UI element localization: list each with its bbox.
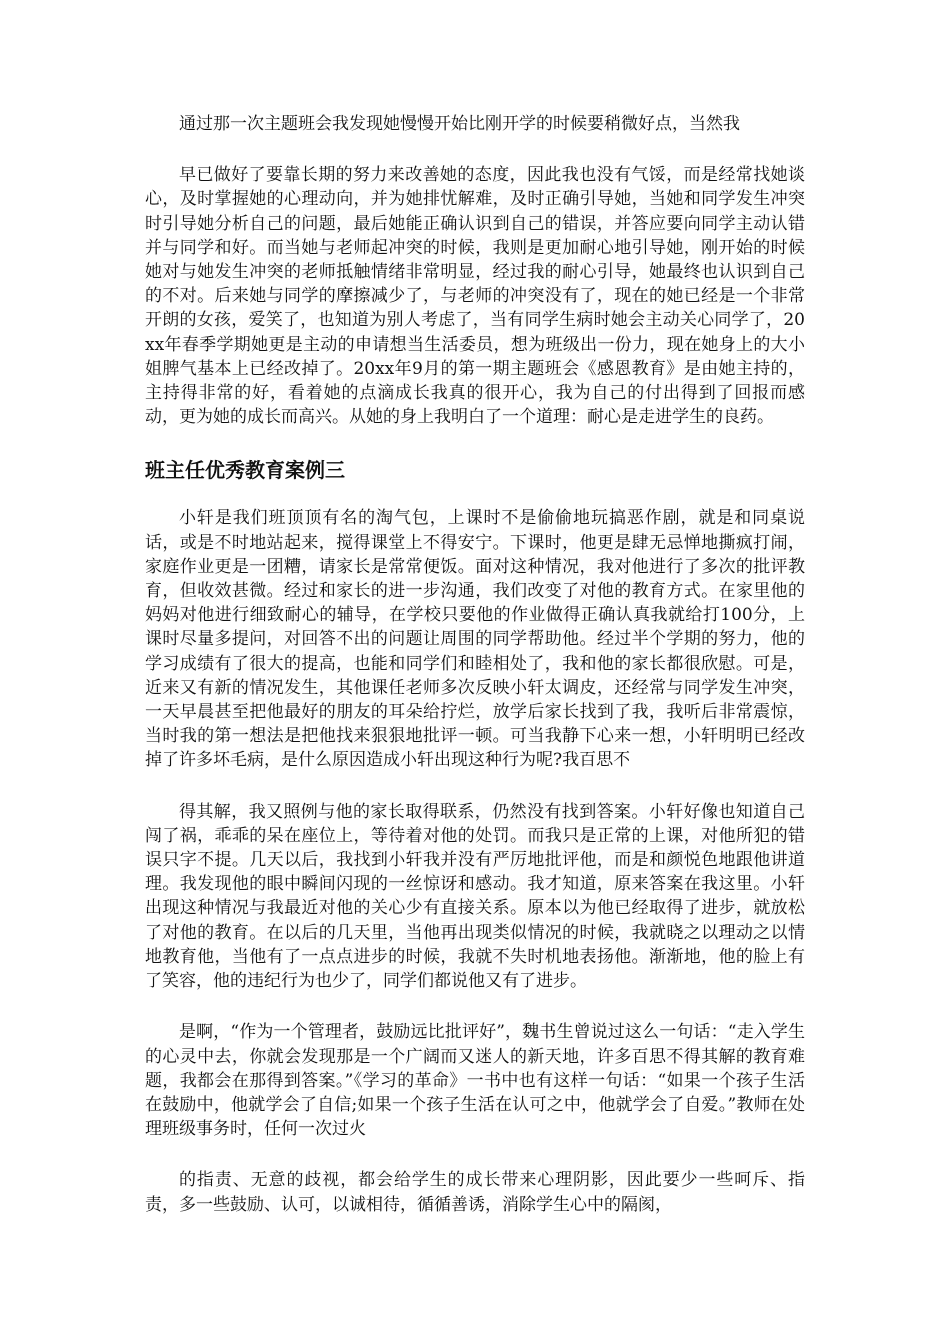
paragraph-4: 得其解，我又照例与他的家长取得联系，仍然没有找到答案。小轩好像也知道自己闯了祸，乖乖的呆在座位上，等待着对他的处罚。而我只是正常的上课，对他所犯的错误只字不提。几天以后，我找到小轩我并没有严厉地批评他，而是和颜悦色地跟他讲道理。我发现他的眼中瞬间闪现的一丝惊讶和感动。我才知道，原来答案在我这里。小轩出现这种情况与我最近对他的关心少有直接关系。原本以为他已经取得了进步，就放松了对他的教育。在以后的几天里，当他再出现类似情况的时候，我就晓之以理动之以情地教育他，当他有了一点点进步的时候，我就不失时机地表扬他。渐渐地，他的脸上有了笑容，他的违纪行为也少了，同学们都说他又有了进步。: [145, 801, 805, 992]
paragraph-5: 是啊，“作为一个管理者，鼓励远比批评好”，魏书生曾说过这么一句话：“走入学生的心灵中去，你就会发现那是一个广阔而又迷人的新天地，许多百思不得其解的教育难题，我都会在那得到答案。”《学习的革命》一书中也有这样一句话：“如果一个孩子生活在鼓励中，他就学会了自信;如果一个孩子生活在认可之中，他就学会了自爱。”教师在处理班级事务时，任何一次过火: [145, 1022, 805, 1140]
paragraph-1: 通过那一次主题班会我发现她慢慢开始比刚开学的时候要稍微好点，当然我: [179, 114, 740, 134]
section-heading: 班主任优秀教育案例三: [145, 458, 345, 483]
paragraph-6: 的指责、无意的歧视，都会给学生的成长带来心理阴影，因此要少一些呵斥、指责，多一些鼓励、认可，以诚相待，循循善诱，消除学生心中的隔阂，: [145, 1170, 805, 1215]
paragraph-3: 小轩是我们班顶顶有名的淘气包，上课时不是偷偷地玩搞恶作剧，就是和同桌说话，或是不时地站起来，搅得课堂上不得安宁。下课时，他更是肆无忌惮地撕疯打闹，家庭作业更是一团糟，请家长是常常便饭。面对这种情况，我对他进行了多次的批评教育，但收效甚微。经过和家长的进一步沟通，我们改变了对他的教育方式。在家里他的妈妈对他进行细致耐心的辅导，在学校只要他的作业做得正确认真我就给打100分，上课时尽量多提问，对回答不出的问题让周围的同学帮助他。经过半个学期的努力，他的学习成绩有了很大的提高，也能和同学们和睦相处了，我和他的家长都很欣慰。可是，近来又有新的情况发生，其他课任老师多次反映小轩太调皮，还经常与同学发生冲突，一天早晨甚至把他最好的朋友的耳朵给拧烂，放学后家长找到了我，我听后非常震惊，当时我的第一想法是把他找来狠狠地批评一顿。可当我静下心来一想，小轩明明已经改掉了许多坏毛病，是什么原因造成小轩出现这种行为呢?我百思不: [145, 508, 805, 771]
document-page: [145, 112, 805, 1244]
paragraph-2: 早已做好了要靠长期的努力来改善她的态度，因此我也没有气馁，而是经常找她谈心，及时掌握她的心理动向，并为她排忧解难，及时正确引导她，当她和同学发生冲突时引导她分析自己的问题，最后她能正确认识到自己的错误，并答应要向同学主动认错并与同学和好。而当她与老师起冲突的时候，我则是更加耐心地引导她，刚开始的时候她对与她发生冲突的老师抵触情绪非常明显，经过我的耐心引导，她最终也认识到自己的不对。后来她与同学的摩擦减少了，与老师的冲突没有了，现在的她已经是一个非常开朗的女孩，爱笑了，也知道为别人考虑了，当有同学生病时她会主动关心同学了，20xx年春季学期她更是主动的申请想当生活委员，想为班级出一份力，现在她身上的大小姐脾气基本上已经改掉了。20xx年9月的第一期主题班会《感恩教育》是由她主持的，主持得非常的好，看着她的点滴成长我真的很开心，我为自己的付出得到了回报而感动，更为她的成长而高兴。从她的身上我明白了一个道理：耐心是走进学生的良药。: [145, 165, 805, 428]
